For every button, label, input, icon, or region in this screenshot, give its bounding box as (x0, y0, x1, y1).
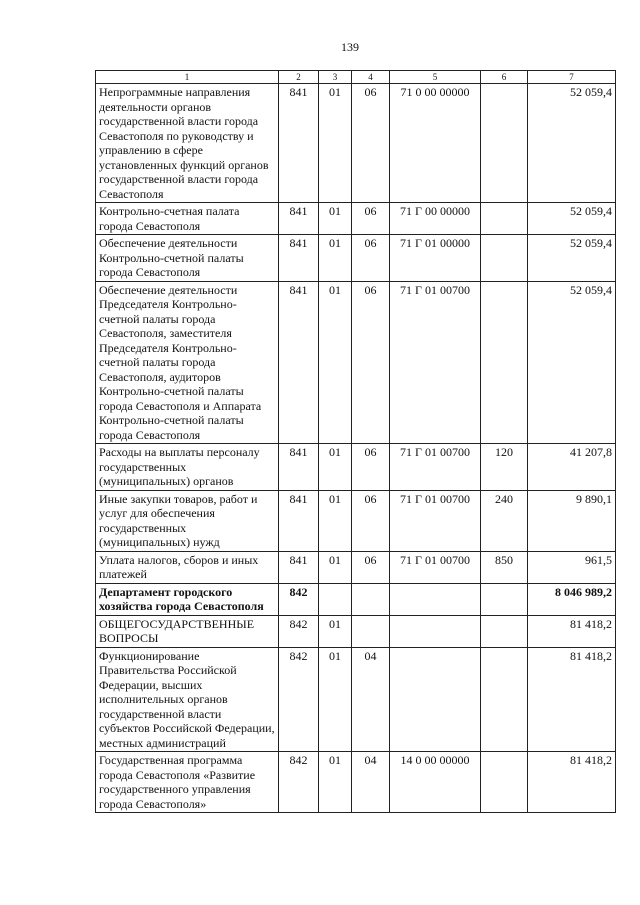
budget-table (95, 70, 616, 813)
department-code: 841 (279, 281, 319, 444)
expense-type-code: 850 (481, 551, 528, 583)
table-row (96, 281, 616, 444)
section-code: 01 (319, 281, 352, 444)
target-article-code: 71 Г 01 00700 (390, 551, 481, 583)
target-article-code (390, 647, 481, 752)
target-article-code: 71 Г 01 00000 (390, 235, 481, 282)
target-article-code (390, 615, 481, 647)
subsection-code: 06 (352, 84, 390, 203)
amount: 81 418,2 (528, 647, 616, 752)
table-row (96, 647, 616, 752)
section-code: 01 (319, 203, 352, 235)
target-article-code: 71 Г 01 00700 (390, 490, 481, 551)
section-code: 01 (319, 235, 352, 282)
header-row (96, 71, 616, 84)
item-name: Государственная программа города Севастополя «Развитие государственного управления города Севастополя» (96, 752, 279, 813)
amount: 8 046 989,2 (528, 583, 616, 615)
header-cell: 6 (481, 71, 528, 84)
target-article-code: 71 Г 01 00700 (390, 444, 481, 491)
section-code (319, 583, 352, 615)
item-name: Обеспечение деятельности Председателя Контрольно-счетной палаты города Севастополя, заместителя Председателя Контрольно-счетной палаты города Севастополя, аудиторов Контрольно-счетной палаты города Севастополя и Аппарата Контрольно-счетной палаты города Севастополя (96, 281, 279, 444)
amount: 52 059,4 (528, 235, 616, 282)
amount: 52 059,4 (528, 281, 616, 444)
amount: 9 890,1 (528, 490, 616, 551)
section-code: 01 (319, 752, 352, 813)
header-cell: 4 (352, 71, 390, 84)
amount: 52 059,4 (528, 84, 616, 203)
amount: 961,5 (528, 551, 616, 583)
expense-type-code (481, 84, 528, 203)
expense-type-code: 240 (481, 490, 528, 551)
table-row (96, 490, 616, 551)
section-code: 01 (319, 444, 352, 491)
target-article-code (390, 583, 481, 615)
subsection-code: 06 (352, 551, 390, 583)
section-code: 01 (319, 647, 352, 752)
department-code: 841 (279, 444, 319, 491)
amount: 81 418,2 (528, 752, 616, 813)
department-code: 842 (279, 583, 319, 615)
department-code: 841 (279, 551, 319, 583)
expense-type-code (481, 647, 528, 752)
table-row (96, 84, 616, 203)
expense-type-code (481, 583, 528, 615)
expense-type-code (481, 235, 528, 282)
target-article-code: 71 Г 01 00700 (390, 281, 481, 444)
table-row (96, 752, 616, 813)
amount: 41 207,8 (528, 444, 616, 491)
target-article-code: 71 Г 00 00000 (390, 203, 481, 235)
department-code: 841 (279, 235, 319, 282)
department-code: 841 (279, 490, 319, 551)
department-code: 842 (279, 647, 319, 752)
table-row (96, 203, 616, 235)
item-name: Расходы на выплаты персоналу государственных (муниципальных) органов (96, 444, 279, 491)
item-name: Иные закупки товаров, работ и услуг для обеспечения государственных (муниципальных) нужд (96, 490, 279, 551)
target-article-code: 14 0 00 00000 (390, 752, 481, 813)
expense-type-code (481, 281, 528, 444)
target-article-code: 71 0 00 00000 (390, 84, 481, 203)
table-row (96, 235, 616, 282)
section-code: 01 (319, 84, 352, 203)
table-row (96, 615, 616, 647)
subsection-code: 06 (352, 444, 390, 491)
item-name: Непрограммные направления деятельности органов государственной власти города Севастополя по руководству и управлению в сфере установленных функций органов государственной власти города Севастополя (96, 84, 279, 203)
item-name: Контрольно-счетная палата города Севастополя (96, 203, 279, 235)
header-cell: 7 (528, 71, 616, 84)
header-cell: 3 (319, 71, 352, 84)
amount: 81 418,2 (528, 615, 616, 647)
subsection-code: 06 (352, 235, 390, 282)
expense-type-code (481, 203, 528, 235)
item-name: ОБЩЕГОСУДАРСТВЕННЫЕ ВОПРОСЫ (96, 615, 279, 647)
subsection-code (352, 615, 390, 647)
table-row (96, 444, 616, 491)
subsection-code: 04 (352, 647, 390, 752)
header-cell: 2 (279, 71, 319, 84)
department-code: 842 (279, 752, 319, 813)
department-code: 841 (279, 84, 319, 203)
department-code: 841 (279, 203, 319, 235)
subsection-code (352, 583, 390, 615)
table-row (96, 583, 616, 615)
subsection-code: 06 (352, 281, 390, 444)
section-code: 01 (319, 490, 352, 551)
expense-type-code: 120 (481, 444, 528, 491)
table-row (96, 551, 616, 583)
subsection-code: 06 (352, 203, 390, 235)
section-code: 01 (319, 551, 352, 583)
header-cell: 5 (390, 71, 481, 84)
item-name: Уплата налогов, сборов и иных платежей (96, 551, 279, 583)
department-code: 842 (279, 615, 319, 647)
amount: 52 059,4 (528, 203, 616, 235)
expense-type-code (481, 615, 528, 647)
item-name: Функционирование Правительства Российской Федерации, высших исполнительных органов государственной власти субъектов Российской Федерации, местных администраций (96, 647, 279, 752)
section-code: 01 (319, 615, 352, 647)
expense-type-code (481, 752, 528, 813)
page-number: 139 (341, 40, 359, 54)
subsection-code: 06 (352, 490, 390, 551)
item-name: Департамент городского хозяйства города Севастополя (96, 583, 279, 615)
header-cell: 1 (96, 71, 279, 84)
item-name: Обеспечение деятельности Контрольно-счетной палаты города Севастополя (96, 235, 279, 282)
subsection-code: 04 (352, 752, 390, 813)
